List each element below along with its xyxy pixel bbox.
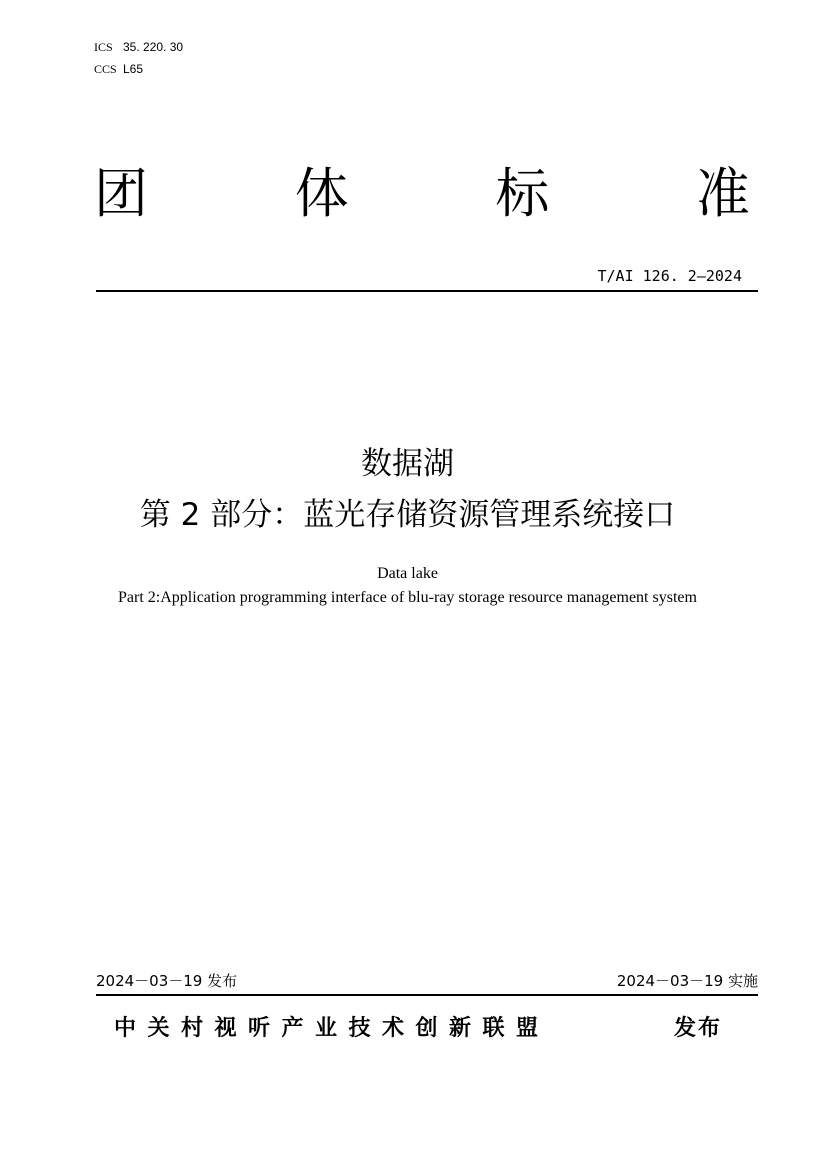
ics-value: 35. 220. 30 xyxy=(123,40,184,54)
title-en-main: Data lake xyxy=(377,565,438,582)
ccs-code-line xyxy=(94,62,143,76)
standard-type-char: 准 xyxy=(695,162,750,225)
header-divider xyxy=(96,290,758,292)
title-cn-main: 数据湖 xyxy=(361,446,454,482)
publisher-action: 发布 xyxy=(674,1016,723,1041)
standard-number: T/AI 126. 2—2024 xyxy=(597,267,742,285)
title-en-sub: Part 2:Application programming interface of blu-ray storage resource management system xyxy=(118,589,697,606)
ccs-value: L65 xyxy=(123,62,144,76)
ics-code-line xyxy=(94,40,183,54)
implement-date: 2024－03－19 实施 xyxy=(616,972,758,990)
standard-type-char: 团 xyxy=(94,162,148,225)
title-cn-sub: 第 2 部分：蓝光存储资源管理系统接口 xyxy=(139,497,676,533)
publish-date: 2024－03－19 发布 xyxy=(96,972,238,990)
publisher-name: 中关村视听产业技术创新联盟 xyxy=(114,1016,550,1041)
standard-type-char: 标 xyxy=(495,162,550,225)
ccs-label: CCS xyxy=(94,62,117,76)
standard-type-char: 体 xyxy=(294,162,349,225)
ics-label: ICS xyxy=(94,40,113,54)
standard-type-heading xyxy=(94,162,750,226)
footer-divider xyxy=(96,994,758,996)
